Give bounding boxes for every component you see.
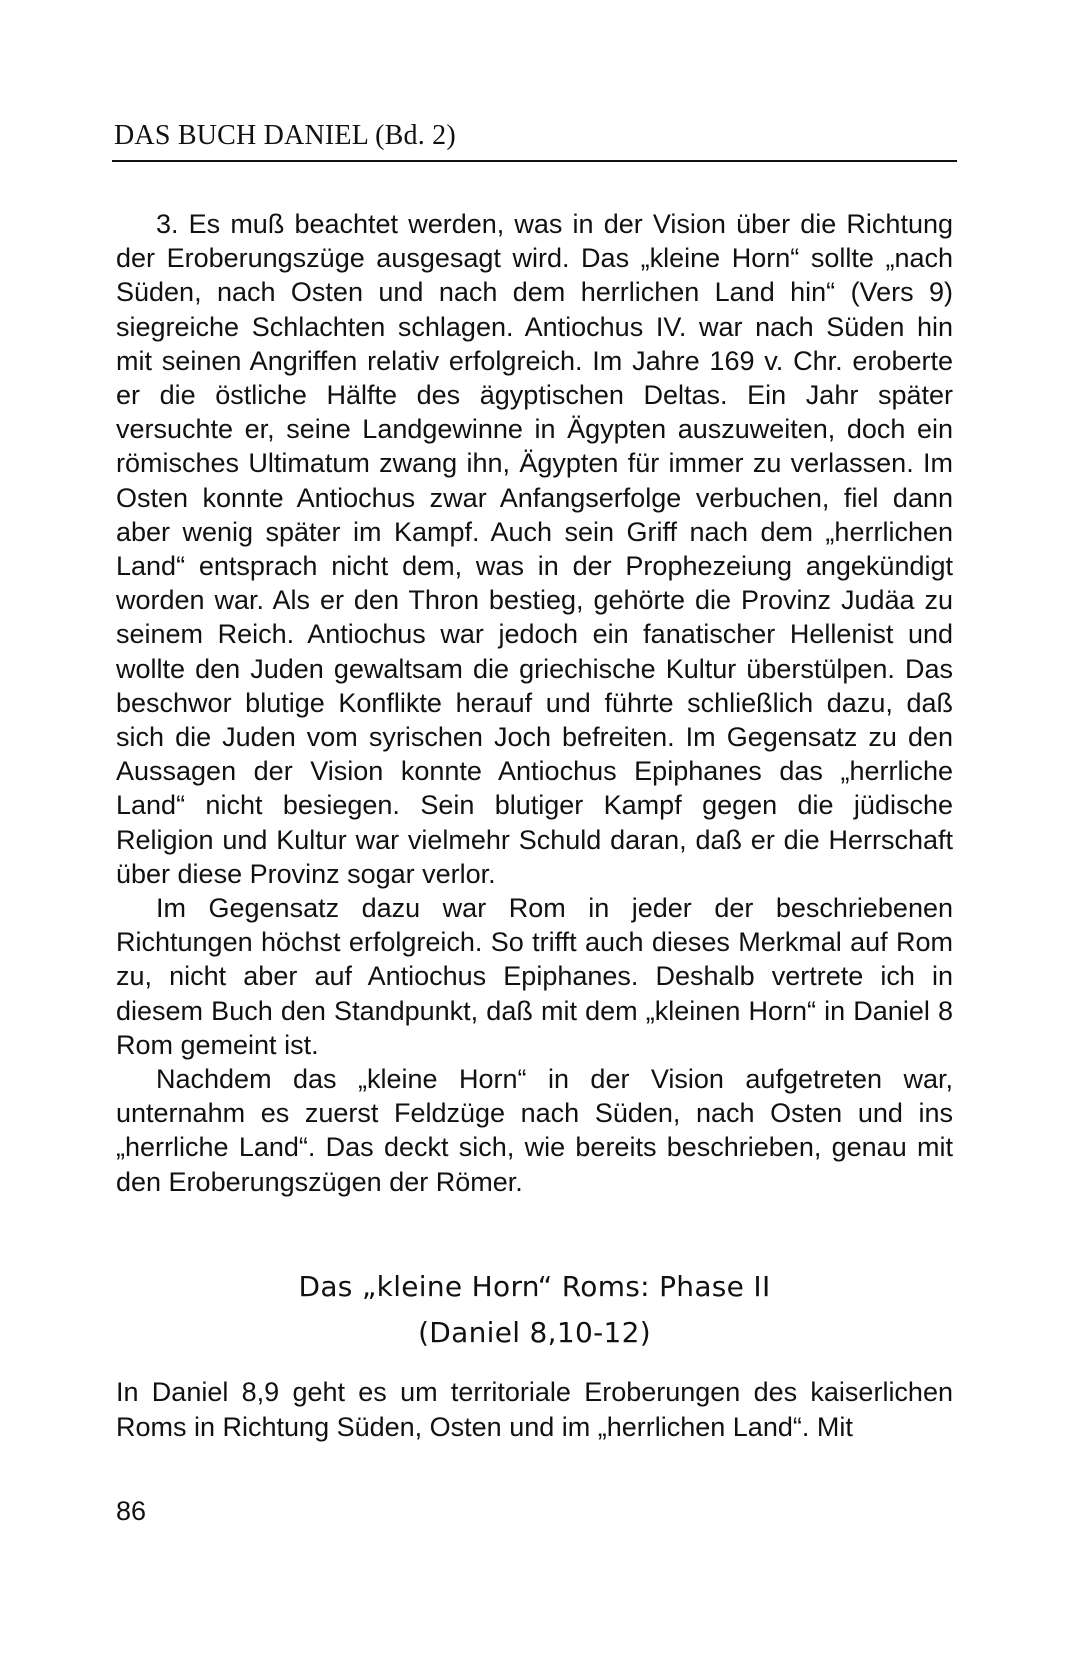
body-text: [116, 207, 953, 1199]
running-head: DAS BUCH DANIEL (Bd. 2): [114, 120, 456, 151]
section-paragraph: In Daniel 8,9 geht es um territoriale Eroberungen des kaiserlichen Roms in Richtung Süden, Osten und im „herrlichen Land“. Mit: [116, 1377, 953, 1442]
section-heading: [116, 1264, 953, 1356]
paragraph-1: 3. Es muß beachtet werden, was in der Vision über die Richtung der Eroberungszüge ausgesagt wird. Das „kleine Horn“ sollte „nach Süden, nach Osten und nach dem herrlichen Land hin“ (Vers 9) siegreiche Schlachten schlagen. Antiochus IV. war nach Süden hin mit seinen Angriffen relativ erfolgreich. Im Jahre 169 v. Chr. eroberte er die östliche Hälfte des ägyptischen Deltas. Ein Jahr später versuchte er, seine Landgewinne in Ägypten auszuweiten, doch ein römisches Ultimatum zwang ihn, Ägypten für immer zu verlassen. Im Osten konnte Antiochus zwar Anfangserfolge verbuchen, fiel dann aber wenig später im Kampf. Auch sein Griff nach dem „herrlichen Land“ entsprach nicht dem, was in der Prophezeiung angekündigt worden war. Als er den Thron bestieg, gehörte die Provinz Judäa zu seinem Reich. Antiochus war jedoch ein fanatischer Hellenist und wollte den Juden gewaltsam die griechische Kultur überstülpen. Das beschwor blutige Konflikte herauf und führte schließlich dazu, daß sich die Juden vom syrischen Joch befreiten. Im Gegensatz zu den Aussagen der Vision konnte Antiochus Epiphanes das „herrliche Land“ nicht besiegen. Sein blutiger Kampf gegen die jüdische Religion und Kultur war vielmehr Schuld daran, daß er die Herrschaft über diese Provinz sogar verlor.: [116, 209, 953, 889]
section-heading-reference: (Daniel 8,10-12): [418, 1316, 651, 1349]
header-rule: [112, 160, 957, 162]
page-number: 86: [116, 1496, 147, 1526]
section-heading-title: Das „kleine Horn“ Roms: Phase II: [298, 1270, 771, 1303]
paragraph-2: Im Gegensatz dazu war Rom in jeder der beschriebenen Richtungen höchst erfolgreich. So trifft auch dieses Merkmal auf Rom zu, nicht aber auf Antiochus Epiphanes. Deshalb vertrete ich in diesem Buch den Standpunkt, daß mit dem „kleinen Horn“ in Daniel 8 Rom gemeint ist.: [116, 893, 953, 1060]
section-body: [116, 1375, 953, 1444]
paragraph-3: Nachdem das „kleine Horn“ in der Vision aufgetreten war, unternahm es zuerst Feldzüge nach Süden, nach Osten und ins „herrliche Land“. Das deckt sich, wie bereits beschrieben, genau mit den Eroberungszügen der Römer.: [116, 1064, 953, 1197]
